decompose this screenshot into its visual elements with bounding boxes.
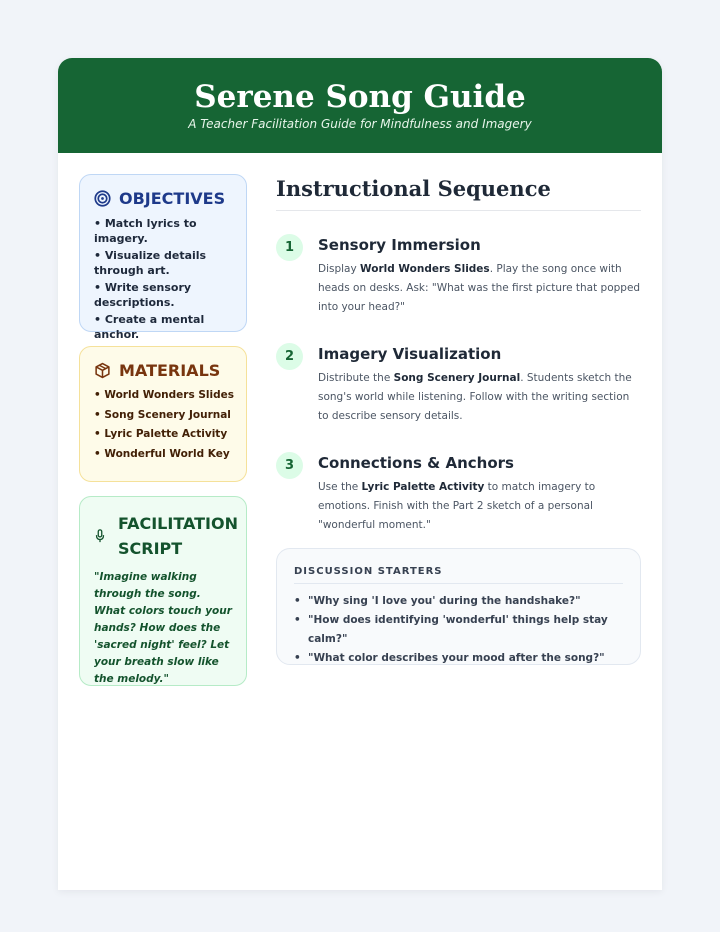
list-item: • Create a mental anchor. (94, 313, 205, 341)
facilitation-quote: "Imagine walking through the song. What colors touch your hands? How does the 'sacred night' feel? Let your breath slow like the melody." (94, 571, 232, 685)
list-item: • Lyric Palette Activity (94, 428, 228, 440)
page-title: Serene Song Guide (194, 79, 526, 115)
objectives-box (79, 174, 247, 341)
step-title: Connections & Anchors (318, 454, 514, 472)
step-description: Use the Lyric Palette Activity to match imagery to emotions. Finish with the Part 2 sketch of a personal "wonderful moment." (318, 481, 596, 531)
facilitation-heading (94, 511, 238, 561)
sequence-title: Instructional Sequence (276, 174, 641, 211)
step-title: Sensory Immersion (318, 236, 481, 254)
discussion-starters-box (276, 548, 641, 665)
objectives-heading (94, 189, 234, 208)
header-banner (58, 58, 662, 153)
list-item: • "Why sing 'I love you' during the handshake?" (294, 592, 623, 611)
step-number: 1 (276, 234, 303, 261)
guide-card (58, 58, 662, 890)
list-item: • "How does identifying 'wonderful' things help stay calm?" (294, 611, 623, 649)
facilitation-title: FACILITATION SCRIPT (118, 514, 238, 558)
list-item: • Song Scenery Journal (94, 408, 231, 421)
step-number: 3 (276, 452, 303, 479)
step-2 (276, 343, 641, 426)
list-item: • Match lyrics to imagery. (94, 217, 197, 245)
list-item: • Write sensory descriptions. (94, 281, 192, 309)
sidebar (79, 174, 247, 700)
discussion-title: DISCUSSION STARTERS (294, 566, 623, 584)
list-item: • Visualize details through art. (94, 249, 207, 277)
main-content (276, 174, 641, 664)
target-icon (94, 190, 111, 207)
microphone-icon (94, 529, 106, 543)
list-item: • Wonderful World Key (94, 447, 230, 460)
step-1 (276, 234, 641, 317)
list-item: • "What color describes your mood after the song?" (294, 649, 623, 668)
step-number: 2 (276, 343, 303, 370)
step-description: Display World Wonders Slides. Play the song once with heads on desks. Ask: "What was the first picture that popped into your head?" (318, 263, 641, 313)
objectives-list (94, 216, 234, 342)
box-icon (94, 362, 111, 379)
page-subtitle: A Teacher Facilitation Guide for Mindfulness and Imagery (188, 117, 532, 131)
list-item: • World Wonders Slides (94, 389, 235, 401)
materials-heading (94, 361, 234, 380)
step-description: Distribute the Song Scenery Journal. Students sketch the song's world while listening. Follow with the writing section to describe sensory details. (318, 372, 632, 422)
discussion-list (294, 592, 623, 668)
materials-list (94, 388, 234, 461)
step-title: Imagery Visualization (318, 345, 502, 363)
objectives-title: OBJECTIVES (119, 189, 226, 208)
materials-box (79, 346, 247, 482)
facilitation-box (79, 496, 247, 686)
materials-title: MATERIALS (119, 361, 221, 380)
step-3 (276, 452, 641, 535)
